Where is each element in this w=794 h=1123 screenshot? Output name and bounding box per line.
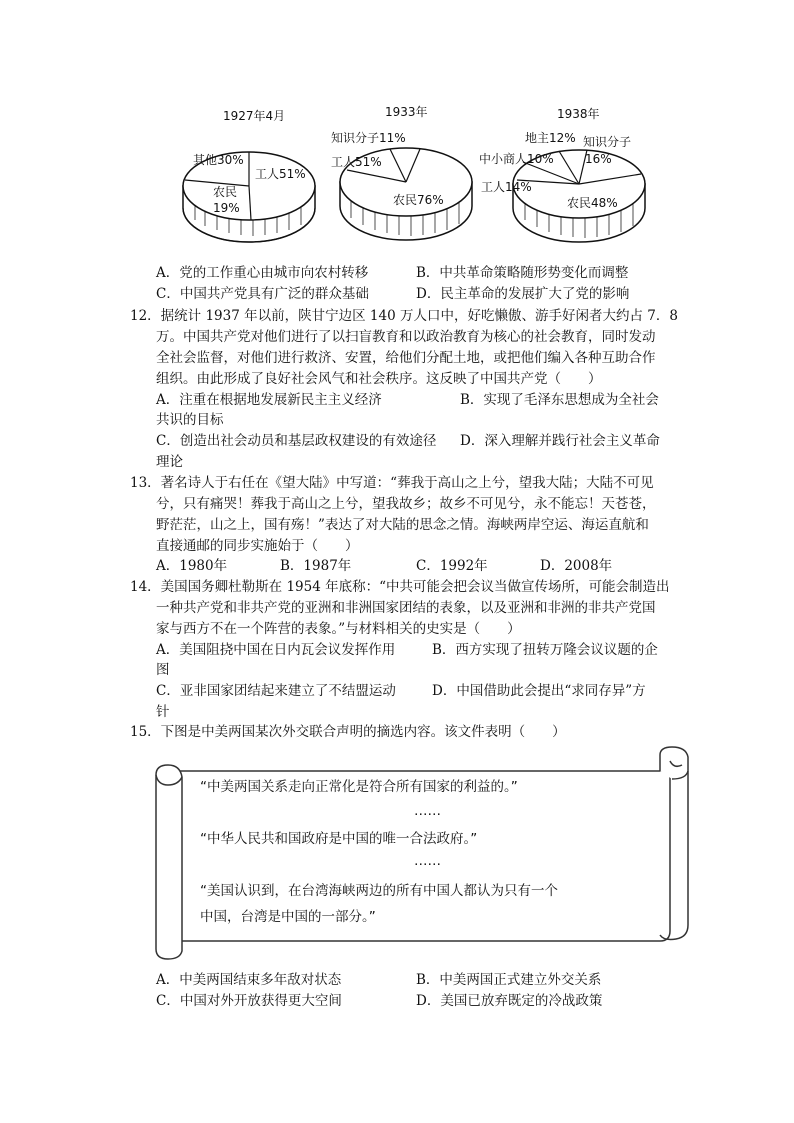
q12-option-b: B．实现了毛泽东思想成为全社会	[460, 392, 659, 408]
q13-option-a: A．1980年	[156, 558, 228, 574]
pie-1938-label: 地主12%	[525, 131, 576, 145]
q11-option-a: A．党的工作重心由城市向农村转移	[156, 265, 369, 281]
pie-1927-label: 农民	[213, 185, 238, 199]
q13-option-b: B．1987年	[280, 558, 352, 574]
q15-option-b: B．中美两国正式建立外交关系	[416, 972, 602, 988]
pie-1938-title: 1938年	[557, 107, 600, 121]
q15-option-a: A．中美两国结束多年敌对状态	[156, 972, 342, 988]
q14-option-d-cont: 针	[156, 704, 170, 720]
pie-1933	[331, 104, 472, 240]
joint-statement-scroll	[150, 745, 698, 967]
q15-option-d: D．美国已放弃既定的冷战政策	[416, 993, 603, 1009]
pie-1927	[183, 108, 315, 242]
q12-stem-line: 组织。由此形成了良好社会风气和社会秩序。这反映了中国共产党（ ）	[156, 371, 602, 387]
scroll-left-roll	[156, 765, 182, 959]
q11-option-b: B．中共革命策略随形势变化而调整	[416, 265, 629, 281]
statement-line-4: 中国，台湾是中国的一部分。”	[200, 909, 376, 925]
pie-1927-label: 工人51%	[255, 167, 306, 181]
statement-ellipsis: ……	[414, 803, 441, 819]
pie-charts	[175, 100, 695, 260]
statement-line-1: “中美两国关系走向正常化是符合所有国家的利益的。”	[200, 779, 518, 795]
q13-stem-line: 13．著名诗人于右任在《望大陆》中写道：“葬我于高山之上兮，望我大陆；大陆不可见	[130, 475, 654, 491]
pie-1933-label: 农民76%	[393, 193, 444, 207]
statement-line-2: “中华人民共和国政府是中国的唯一合法政府。”	[200, 831, 478, 847]
pie-1938-label: 工人14%	[481, 180, 532, 194]
q15-option-c: C．中国对外开放获得更大空间	[156, 993, 342, 1009]
q11-option-d: D．民主革命的发展扩大了党的影响	[416, 286, 630, 302]
pie-charts-svg	[175, 100, 695, 260]
pie-1933-title: 1933年	[385, 105, 428, 119]
pie-1927-title: 1927年4月	[223, 109, 286, 123]
q13-stem-line: 兮，只有痛哭！葬我于高山之上兮，望我故乡；故乡不可见兮，永不能忘！天苍苍，	[156, 496, 656, 512]
q15-stem: 15．下图是中美两国某次外交联合声明的摘选内容。该文件表明（ ）	[130, 724, 566, 740]
pie-1938-label: 农民48%	[567, 196, 618, 210]
q12-option-d-cont: 理论	[156, 454, 183, 470]
q13-option-d: D．2008年	[540, 558, 613, 574]
q12-option-b-cont: 共识的目标	[156, 412, 224, 428]
pie-1938-label: 知识分子	[583, 135, 632, 149]
q12-stem-line: 万。中国共产党对他们进行了以扫盲教育和以政治教育为核心的社会教育，同时发动	[156, 329, 656, 345]
statement-line-3: “美国认识到，在台湾海峡两边的所有中国人都认为只有一个	[200, 883, 558, 899]
q12-stem-line: 12．据统计 1937 年以前，陕甘宁边区 140 万人口中，好吃懒傲、游手好闲者大约占 7．8	[130, 308, 678, 324]
q12-option-c: C．创造出社会动员和基层政权建设的有效途径	[156, 433, 437, 449]
q12-option-d: D．深入理解并践行社会主义革命	[460, 433, 660, 449]
q13-stem-line: 直接通邮的同步实施始于（ ）	[156, 538, 359, 554]
q14-option-d: D．中国借助此会提出“求同存异”方	[432, 683, 646, 699]
q14-stem-line: 家与西方不在一个阵营的表象。”与材料相关的史实是（ ）	[156, 621, 521, 637]
pie-1933-label: 工人51%	[331, 155, 382, 169]
q14-stem-line: 14．美国国务卿杜勒斯在 1954 年底称：“中共可能会把会议当做宣传场所，可能会制造出	[130, 579, 670, 595]
q11-option-c: C．中国共产党具有广泛的群众基础	[156, 286, 369, 302]
pie-1927-label: 其他30%	[193, 153, 244, 167]
q14-stem-line: 一种共产党和非共产党的亚洲和非洲国家团结的表象，以及亚洲和非洲的非共产党国	[156, 600, 656, 616]
q13-option-c: C．1992年	[416, 558, 488, 574]
statement-ellipsis: ……	[414, 853, 441, 869]
q14-option-c: C．亚非国家团结起来建立了不结盟运动	[156, 683, 396, 699]
pie-1938-label: 中小商人10%	[479, 152, 554, 166]
q14-option-b: B．西方实现了扭转万隆会议议题的企	[432, 642, 658, 658]
pie-1938-label: 16%	[585, 152, 612, 166]
pie-1927-label: 19%	[213, 201, 240, 215]
q14-option-a: A．美国阻挠中国在日内瓦会议发挥作用	[156, 642, 396, 658]
q12-stem-line: 全社会监督，对他们进行救济、安置，给他们分配土地，或把他们编入各种互助合作	[156, 350, 656, 366]
pie-1933-label: 知识分子11%	[331, 131, 406, 145]
pie-1938	[479, 106, 645, 242]
q12-option-a: A．注重在根据地发展新民主主义经济	[156, 392, 382, 408]
q13-stem-line: 野茫茫，山之上，国有殇！”表达了对大陆的思念之情。海峡两岸空运、海运直航和	[156, 517, 649, 533]
q14-option-b-cont: 图	[156, 662, 170, 678]
